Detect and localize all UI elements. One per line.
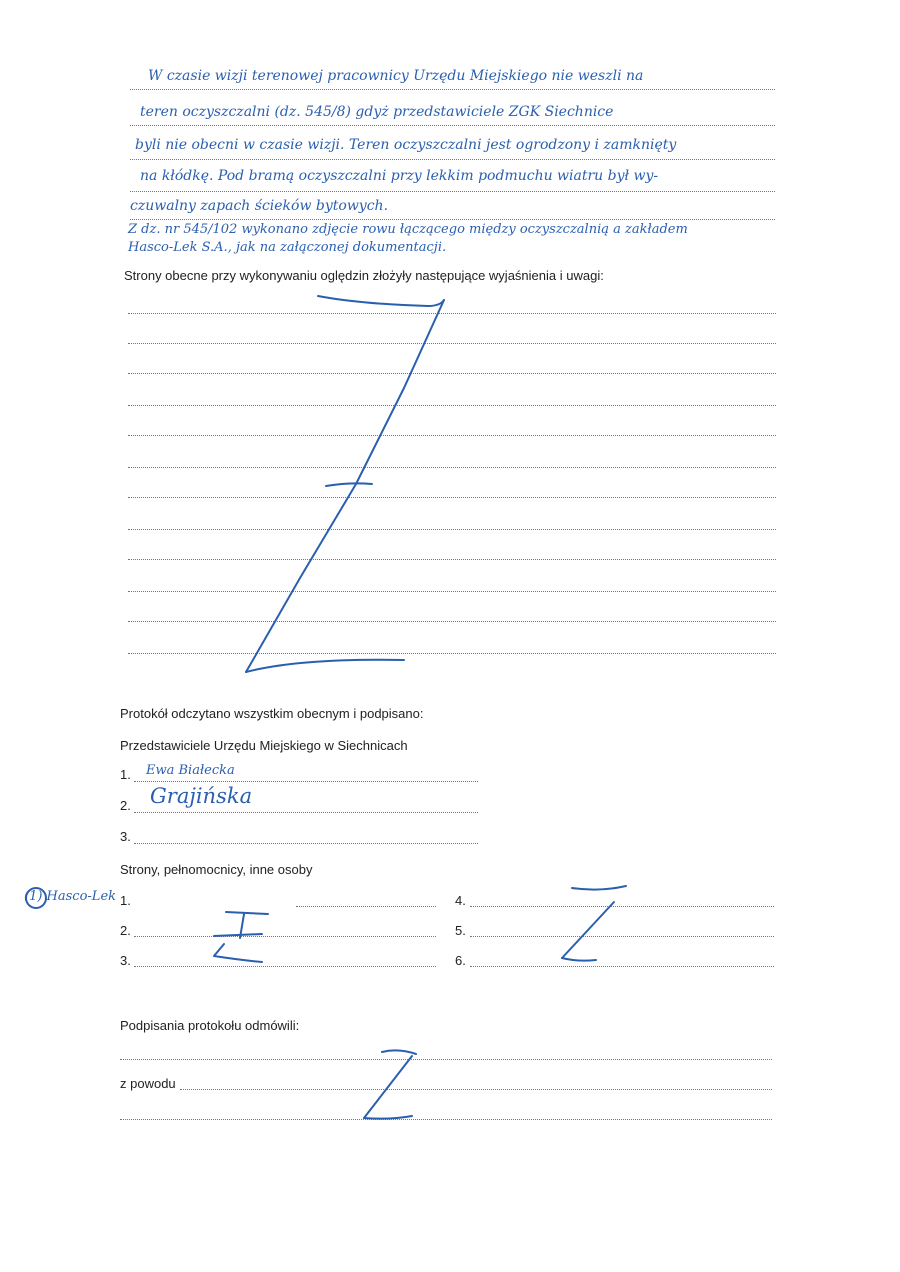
signature-number: 4. xyxy=(455,893,466,908)
explanations-heading: Strony obecne przy wykonywaniu oględzin złożyły następujące wyjaśnienia i uwagi: xyxy=(124,268,604,283)
refusal-heading: Podpisania protokołu odmówili: xyxy=(120,1018,300,1033)
note-line: W czasie wizji terenowej pracownicy Urzędu Miejskiego nie weszli na xyxy=(148,68,644,84)
dotted-line xyxy=(128,434,776,436)
signature-number: 3. xyxy=(120,953,131,968)
signature-line xyxy=(134,811,478,813)
dotted-line xyxy=(128,312,776,314)
refusal-z-mark xyxy=(364,1050,416,1118)
signature-line xyxy=(134,842,478,844)
dotted-line xyxy=(128,466,776,468)
signature-number: 5. xyxy=(455,923,466,938)
dotted-line xyxy=(130,190,775,192)
signature-line xyxy=(134,965,436,967)
note-line: na kłódkę. Pod bramą oczyszczalni przy lekkim podmuchu wiatru był wy- xyxy=(140,168,659,184)
signature-line xyxy=(134,935,436,937)
dotted-line xyxy=(128,620,776,622)
dotted-line xyxy=(128,404,776,406)
parties-z-mark-right xyxy=(562,886,626,961)
dotted-line xyxy=(128,528,776,530)
reason-label: z powodu xyxy=(120,1076,176,1091)
dotted-line xyxy=(180,1088,772,1090)
signature-line xyxy=(134,780,478,782)
note-line: Z dz. nr 545/102 wykonano zdjęcie rowu łączącego między oczyszczalnią a zakładem xyxy=(128,222,688,237)
signature-number: 1. xyxy=(120,767,131,782)
margin-note: (1) Hasco-Lek xyxy=(24,889,117,904)
parties-z-mark-left xyxy=(214,912,268,962)
signature: Grajińska xyxy=(150,784,253,808)
note-line: byli nie obecni w czasie wizji. Teren oczyszczalni jest ogrodzony i zamknięty xyxy=(135,137,677,153)
signature-number: 2. xyxy=(120,923,131,938)
dotted-line xyxy=(128,558,776,560)
dotted-line xyxy=(120,1118,772,1120)
note-line: Hasco-Lek S.A., jak na załączonej dokumentacji. xyxy=(128,240,447,255)
signature-line xyxy=(296,905,436,907)
dotted-line xyxy=(130,158,775,160)
dotted-line xyxy=(130,218,775,220)
dotted-line xyxy=(128,372,776,374)
note-line: teren oczyszczalni (dz. 545/8) gdyż przedstawiciele ZGK Siechnice xyxy=(140,104,614,120)
signature-line xyxy=(470,905,774,907)
dotted-line xyxy=(128,342,776,344)
signature-number: 2. xyxy=(120,798,131,813)
dotted-line xyxy=(130,88,775,90)
dotted-line xyxy=(120,1058,772,1060)
signature-number: 1. xyxy=(120,893,131,908)
note-line: czuwalny zapach ścieków bytowych. xyxy=(130,198,389,214)
signature: Ewa Białecka xyxy=(146,763,235,778)
read-statement: Protokół odczytano wszystkim obecnym i podpisano: xyxy=(120,706,424,721)
explanations-z-mark xyxy=(246,296,444,672)
signature-number: 6. xyxy=(455,953,466,968)
dotted-line xyxy=(128,652,776,654)
signature-line xyxy=(470,965,774,967)
dotted-line xyxy=(130,124,775,126)
signature-line xyxy=(470,935,774,937)
office-heading: Przedstawiciele Urzędu Miejskiego w Siechnicach xyxy=(120,738,408,753)
parties-heading: Strony, pełnomocnicy, inne osoby xyxy=(120,862,313,877)
signature-number: 3. xyxy=(120,829,131,844)
dotted-line xyxy=(128,496,776,498)
dotted-line xyxy=(128,590,776,592)
